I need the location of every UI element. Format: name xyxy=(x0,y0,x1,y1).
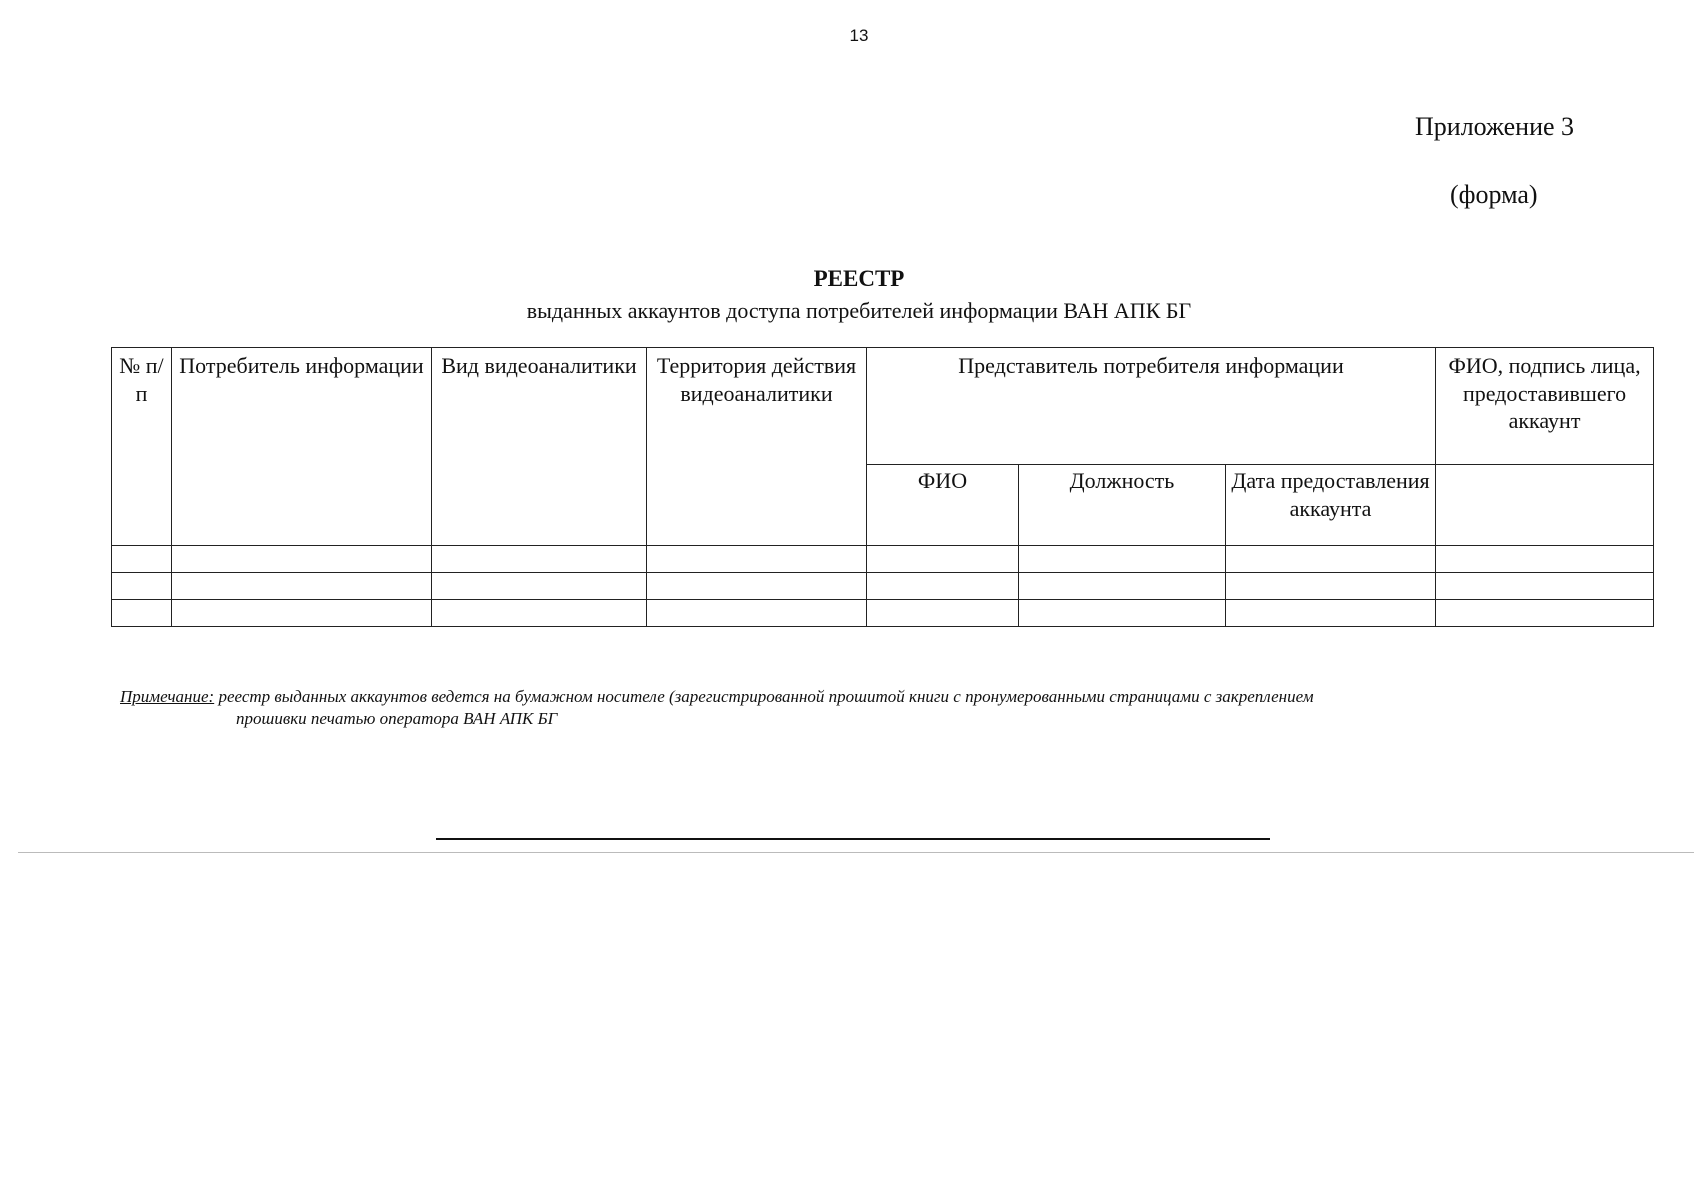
table-cell xyxy=(172,600,432,627)
table-cell xyxy=(112,546,172,573)
footnote-continuation: прошивки печатью оператора ВАН АПК БГ xyxy=(236,709,558,729)
subheader-date: Дата предоставления аккаунта xyxy=(1226,465,1436,546)
appendix-label: Приложение 3 xyxy=(1415,112,1575,141)
table-cell xyxy=(112,573,172,600)
table-header-row xyxy=(112,348,1654,465)
footnote xyxy=(120,686,1590,730)
footnote-label: Примечание: xyxy=(120,687,215,706)
subheader-position: Должность xyxy=(1019,465,1226,546)
table-cell xyxy=(112,600,172,627)
table-cell xyxy=(647,573,867,600)
table-cell xyxy=(1019,573,1226,600)
document-subtitle: выданных аккаунтов доступа потребителей информации ВАН АПК БГ xyxy=(526,298,1192,323)
table-cell xyxy=(1226,600,1436,627)
table-cell xyxy=(172,546,432,573)
table-cell xyxy=(1019,546,1226,573)
header-analytics-type: Вид видеоаналитики xyxy=(432,348,647,546)
table-cell xyxy=(1436,600,1654,627)
table-cell xyxy=(1019,600,1226,627)
table-cell xyxy=(867,546,1019,573)
header-provider: ФИО, подпись лица, предоставившего аккаунт xyxy=(1436,348,1654,465)
table-cell xyxy=(1436,546,1654,573)
table-cell xyxy=(432,600,647,627)
table-cell xyxy=(867,600,1019,627)
signature-line xyxy=(436,838,1270,840)
table-row xyxy=(112,546,1654,573)
subheader-provider-blank xyxy=(1436,465,1654,546)
footnote-text: реестр выданных аккаунтов ведется на бумажном носителе (зарегистрированной прошитой книги с пронумерованными страницами с закреплением xyxy=(218,687,1314,706)
header-consumer: Потребитель информации xyxy=(172,348,432,546)
header-number: № п/п xyxy=(112,348,172,546)
page-divider xyxy=(18,852,1694,853)
page-number: 13 xyxy=(849,26,869,45)
table-cell xyxy=(172,573,432,600)
table-row xyxy=(112,600,1654,627)
table-cell xyxy=(1226,573,1436,600)
header-territory: Территория действия видеоаналитики xyxy=(647,348,867,546)
document-title: РЕЕСТР xyxy=(813,266,905,291)
registry-table xyxy=(111,347,1654,627)
table-cell xyxy=(1226,546,1436,573)
table-cell xyxy=(1436,573,1654,600)
table-cell xyxy=(647,546,867,573)
table-row xyxy=(112,573,1654,600)
header-representative: Представитель потребителя информации xyxy=(867,348,1436,465)
table-cell xyxy=(647,600,867,627)
form-label: (форма) xyxy=(1450,180,1538,209)
table-cell xyxy=(432,573,647,600)
subheader-fio: ФИО xyxy=(867,465,1019,546)
table-cell xyxy=(432,546,647,573)
table-cell xyxy=(867,573,1019,600)
